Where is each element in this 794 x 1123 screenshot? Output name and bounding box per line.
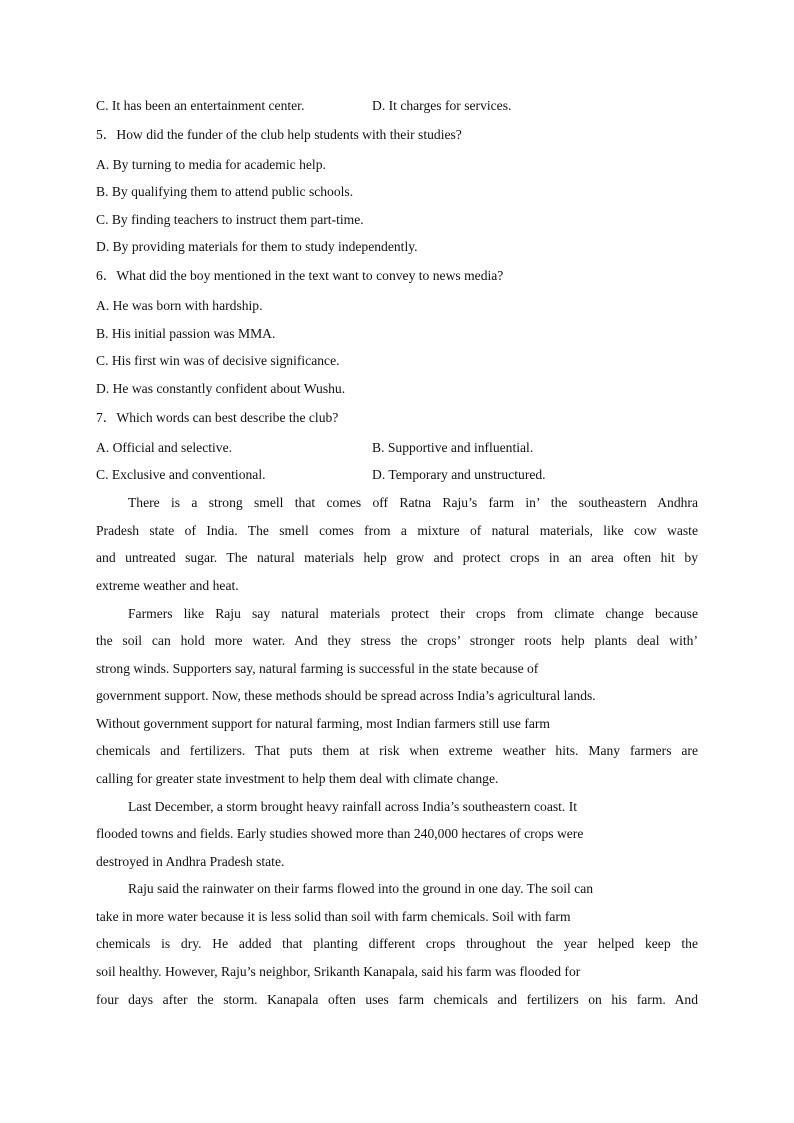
q4-option-d: D. It charges for services. <box>372 98 512 113</box>
q7-stem: 7．Which words can best describe the club? <box>96 410 339 425</box>
q7-option-b: B. Supportive and influential. <box>372 440 534 455</box>
passage-p2-line: strong winds. Supporters say, natural farming is successful in the state because of <box>96 661 539 676</box>
q5-option-d: D. By providing materials for them to study independently. <box>96 239 418 254</box>
passage-p4-line: Raju said the rainwater on their farms flowed into the ground in one day. The soil can <box>128 881 594 896</box>
q6-option-d: D. He was constantly confident about Wushu. <box>96 381 346 396</box>
q6-stem: 6．What did the boy mentioned in the text want to convey to news media? <box>96 268 504 283</box>
q6-option-c: C. His first win was of decisive significance. <box>96 353 340 368</box>
passage-p3-line: flooded towns and fields. Early studies showed more than 240,000 hectares of crops were <box>96 826 584 841</box>
passage-p4-line: chemicals is dry. He added that planting different crops throughout the year helped keep the <box>96 936 698 951</box>
passage-p2-line: calling for greater state investment to help them deal with climate change. <box>96 771 499 786</box>
q7-option-d: D. Temporary and unstructured. <box>372 467 546 482</box>
passage-p1-line: extreme weather and heat. <box>96 578 239 593</box>
passage-p2-line: Without government support for natural farming, most Indian farmers still use farm <box>96 716 550 731</box>
q6-option-a: A. He was born with hardship. <box>96 298 263 313</box>
q5-option-a: A. By turning to media for academic help. <box>96 157 326 172</box>
passage-p2-line: government support. Now, these methods should be spread across India’s agricultural lands. <box>96 688 596 703</box>
passage-p2-line: chemicals and fertilizers. That puts them at risk when extreme weather hits. Many farmers are <box>96 743 698 758</box>
passage-p4-line: soil healthy. However, Raju’s neighbor, Srikanth Kanapala, said his farm was flooded for <box>96 964 581 979</box>
passage-p3-line: destroyed in Andhra Pradesh state. <box>96 854 285 869</box>
q5-option-b: B. By qualifying them to attend public schools. <box>96 184 354 199</box>
q7-option-c: C. Exclusive and conventional. <box>96 467 266 482</box>
q6-option-b: B. His initial passion was MMA. <box>96 326 276 341</box>
passage-p4-line: take in more water because it is less solid than soil with farm chemicals. Soil with farm <box>96 909 571 924</box>
q5-stem: 5．How did the funder of the club help students with their studies? <box>96 127 462 142</box>
passage-p4-line: four days after the storm. Kanapala often uses farm chemicals and fertilizers on his farm. And <box>96 992 698 1007</box>
passage-p3-line: Last December, a storm brought heavy rainfall across India’s southeastern coast. It <box>128 799 578 814</box>
q7-option-a: A. Official and selective. <box>96 440 233 455</box>
passage-p2-line: Farmers like Raju say natural materials protect their crops from climate change because <box>128 606 698 621</box>
passage-p1-line: There is a strong smell that comes off Ratna Raju’s farm in’ the southeastern Andhra <box>128 495 698 510</box>
passage-p2-line: the soil can hold more water. And they stress the crops’ stronger roots help plants deal with’ <box>96 633 698 648</box>
passage-p1-line: and untreated sugar. The natural materials help grow and protect crops in an area often hit by <box>96 550 698 565</box>
passage-p1-line: Pradesh state of India. The smell comes from a mixture of natural materials, like cow waste <box>96 523 698 538</box>
q4-option-c: C. It has been an entertainment center. <box>96 98 305 113</box>
q5-option-c: C. By finding teachers to instruct them part-time. <box>96 212 364 227</box>
